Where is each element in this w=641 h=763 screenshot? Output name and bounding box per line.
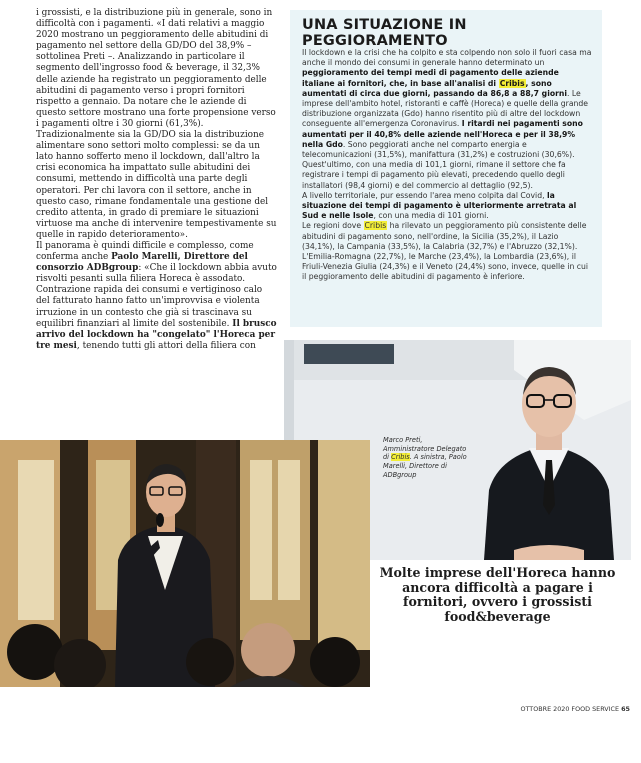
cribis-highlight: Cribis — [391, 453, 410, 462]
sidebar-text: A livello territoriale, pur essendo l'area meno colpita dal Covid, — [302, 190, 547, 200]
sidebar-bold: , sono aumentati di circa due giorni, passando da 86,8 a 88,7 giorni — [302, 78, 568, 98]
event-photo-paolo-marelli — [0, 440, 370, 687]
sidebar-text: ha rilevato un peggioramento più consistente delle abitudini di pagamento sono, nell'ordine, la Sicilia (35,2%), il Lazio (34,1%), la Campania (33,5%), la Calabria (32,7%) e l'Abruzzo (32,1%). L'Emilia-Romagna (22,7%), le Marche (23,4%), la Lombardia (23,6%), il Friuli-Venezia Giulia (24,3%) e il Veneto (24,4%) sono, invece, quelle in cui il peggioramento delle abitudini di pagamento è inferiore. — [302, 221, 589, 282]
issue-label: OTTOBRE 2020 FOOD SERVICE — [520, 705, 622, 713]
article-paragraph-1 — [36, 8, 278, 241]
sidebar-bold: I ritardi nei pagamenti sono aumentati per il 40,8% delle aziende nell'Horeca e per il 38,9% nella Gdo — [302, 119, 583, 149]
sidebar-bold: la situazione dei tempi di pagamento è ulteriormente arretrata al Sud e nelle Isole — [302, 190, 577, 221]
sidebar-bold: peggioramento dei tempi medi di pagamento delle aziende italiane ai fornitori, che, in base all'analisi di — [302, 68, 559, 88]
bold-phrase: Il brusco arrivo del lockdown ha "congelato" l'Horeca per tre mesi — [36, 318, 277, 351]
sidebar-text: Le regioni dove — [302, 221, 364, 231]
sidebar-body — [302, 48, 592, 283]
event-illustration — [0, 440, 370, 687]
sidebar-text: Il lockdown e la crisi che ha colpito e sta colpendo non solo il fuori casa ma anche il mondo dei consumi in generale hanno determinato un — [302, 48, 592, 68]
page-number: 65 — [621, 705, 630, 713]
article-paragraph-2 — [36, 241, 278, 352]
cribis-highlight: Cribis — [499, 78, 525, 88]
article-left-column — [36, 8, 278, 352]
sidebar-box — [290, 10, 602, 327]
sidebar-text: . Sono peggiorati anche nel comparto energia e telecomunicazioni (31,5%), manifattura (31,2%) e costruzioni (30,6%). Quest'ultimo, con una media di 101,1 giorni, rimane il settore che fa registrare i tempi di pagamento più elevati, precedendo quello degli installatori (98,4 giorni) e del commercio al dettaglio (92,5). — [302, 139, 575, 190]
paragraph-text: i grossisti, e la distribuzione più in generale, sono in difficoltà con i pagamenti. «I dati relativi a maggio 2020 mostrano un peggioramento delle abitudini di pagamento nel settore della GD/DO del 38,9% – sottolinea Preti –. Analizzando in particolare il segmento dell'ingrosso food & beverage, il 32,3% delle aziende ha registrato un peggioramento delle abitudini di pagamento verso i propri fornitori rispetto a gennaio. Da notare che le aziende di questo settore mostrano una forte propensione verso i pagamenti oltre i 30 giorni (61,3%). Tradizionalmente sia la GD/DO sia la distribuzione alimentare sono settori molto complessi: se da un lato hanno sofferto meno il lockdown, dall'altro la crisi economica ha impattato sulle abitudini dei consumi, mettendo in difficoltà una parte degli operatori. Per chi lavora con il settore, anche in questo caso, rimane fondamentale una gestione del credito attenta, in grado di premiare le situazioni virtuose ma anche di intervenire tempestivamente su quelle in rapido deterioramento». — [36, 8, 277, 240]
sidebar-text: . Le imprese dell'ambito hotel, ristoranti e caffè (Horeca) e quelle della grande distribuzione organizzata (Gdo) hanno risentito più di altre del lockdown conseguente all'emergenza Coronavirus. — [302, 88, 589, 129]
photo-caption — [383, 436, 473, 480]
page-footer — [440, 705, 630, 713]
caption-text: Marco Preti, Amministratore Delegato di — [383, 436, 467, 462]
sidebar-text: , con una media di 101 giorni. — [373, 211, 489, 221]
paragraph-text: , tenendo tutti gli attori della filiera con — [76, 340, 256, 351]
caption-text: . A sinistra, Paolo Marelli, Direttore di ADBgroup — [383, 453, 467, 479]
sidebar-title: UNA SITUAZIONE IN PEGGIORAMENTO — [302, 17, 467, 49]
pull-quote: Molte imprese dell'Horeca hanno ancora difficoltà a pagare i fornitori, ovvero i grossisti food&beverage — [379, 565, 616, 624]
paragraph-text: Il panorama è quindi difficile e complesso, come conferma anche — [36, 240, 254, 263]
paragraph-text: : «Che il lockdown abbia avuto risvolti pesanti sulla filiera Horeca è assodato. Contrazione rapida dei consumi e vertiginoso calo del fatturato hanno fatto un'improvvisa e violenta irruzione in un contesto che già si trascinava su equilibri finanziari al limite del sostenibile. — [36, 263, 277, 329]
cribis-highlight: Cribis — [364, 221, 387, 231]
speaker-name: Paolo Marelli, Direttore del consorzio ADBgroup — [36, 252, 248, 274]
